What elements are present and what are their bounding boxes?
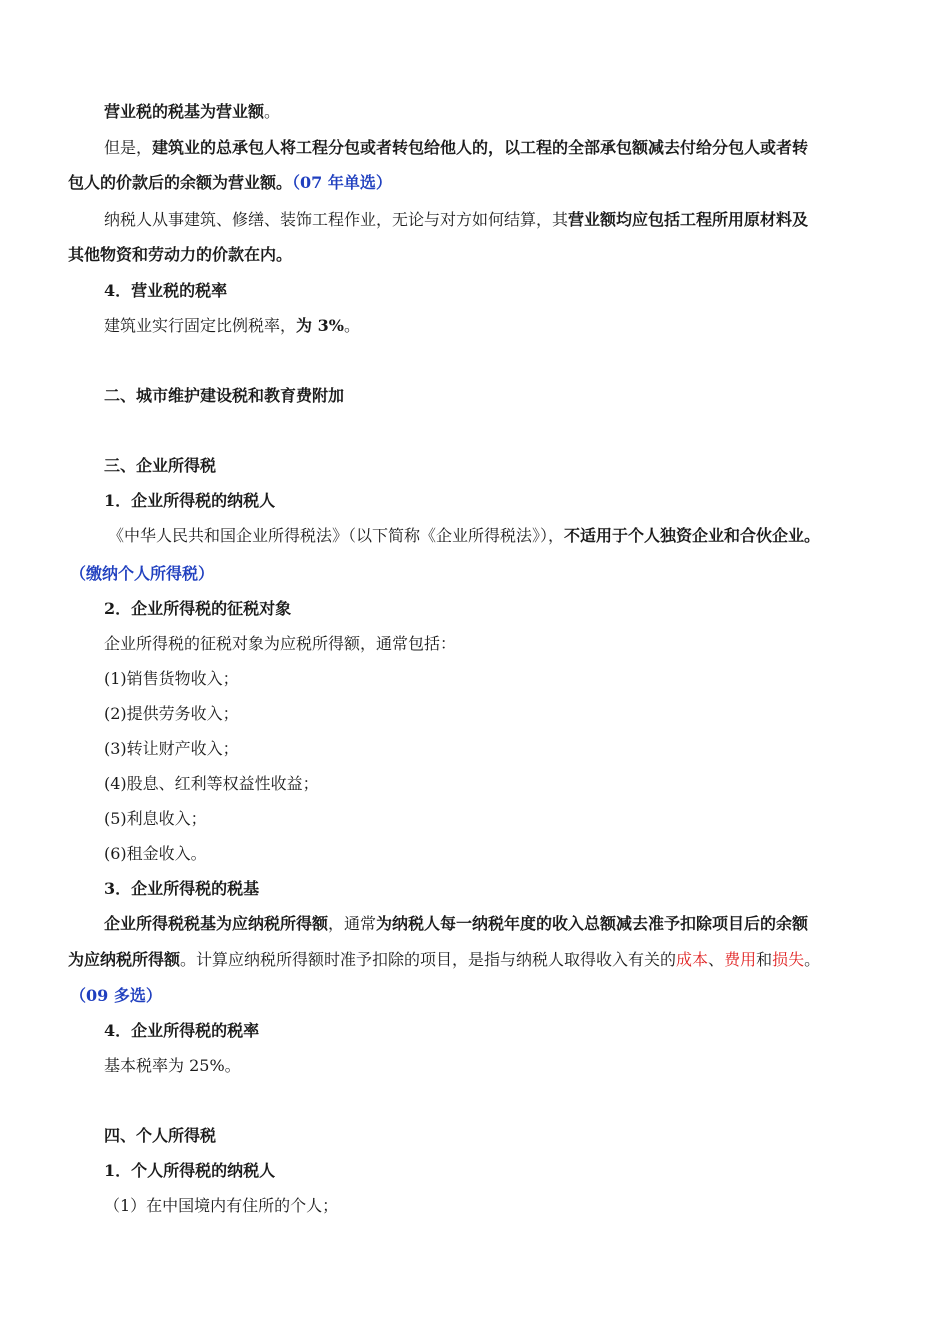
list-item: (4)股息、红利等权益性收益； [104, 774, 319, 793]
paragraph-tax-object: 企业所得税的征税对象为应税所得额，通常包括： [104, 634, 457, 653]
paragraph-law-tag [70, 564, 214, 584]
list-item: (6)租金收入。 [104, 844, 207, 863]
text-bold: 营业额均应包括工程所用原材料及 [568, 210, 809, 229]
paragraph-tax-base [104, 102, 280, 122]
highlight-cost: 成本 [676, 950, 709, 969]
tax-base-text: 营业税的税基为营业额 [104, 102, 265, 121]
text-bold: 建筑业的总承包人将工程分包或者转包给他人的，以工程的全部承包额减去付给分包人或者转 [152, 138, 809, 157]
punct: 。 [264, 102, 281, 121]
text-bold: 包人的价款后的余额为营业额。 [68, 173, 293, 192]
note-tag: （缴纳个人所得税） [70, 564, 215, 583]
section-heading-4: 四、个人所得税 [104, 1126, 217, 1145]
punct: 、 [708, 950, 725, 969]
paragraph-subcontract-1 [104, 138, 808, 158]
heading-individual-taxpayer: 1．个人所得税的纳税人 [104, 1161, 276, 1180]
heading-enterprise-tax-rate: 4．企业所得税的税率 [104, 1021, 260, 1040]
section-heading-3: 三、企业所得税 [104, 456, 217, 475]
text: ，通常 [328, 914, 377, 933]
paragraph-base-rate: 基本税率为 25%。 [104, 1056, 241, 1075]
list-item: (1)销售货物收入； [104, 669, 239, 688]
exam-tag: （09 多选） [70, 986, 162, 1005]
paragraph-construction-2 [68, 245, 292, 265]
text-bold: 为 3% [296, 316, 344, 335]
text-bold: 为应纳税所得额 [68, 950, 181, 969]
highlight-loss: 损失 [772, 950, 805, 969]
section-heading-2: 二、城市维护建设税和教育费附加 [104, 386, 345, 405]
heading-tax-object: 2．企业所得税的征税对象 [104, 599, 292, 618]
text: 和 [756, 950, 773, 969]
paragraph-taxable-income-1 [104, 914, 808, 934]
paragraph-subcontract-2 [68, 173, 392, 193]
text: 《中华人民共和国企业所得税法》（以下简称《企业所得税法》）， [108, 526, 565, 545]
text: 但是， [104, 138, 153, 157]
paragraph-construction-1 [104, 210, 808, 230]
text: 建筑业实行固定比例税率， [104, 316, 297, 335]
punct: 。 [343, 316, 360, 335]
paragraph-law [108, 526, 820, 546]
list-item: (3)转让财产收入； [104, 739, 239, 758]
text-bold: 企业所得税税基为应纳税所得额 [104, 914, 329, 933]
heading-business-tax-rate: 4．营业税的税率 [104, 281, 228, 300]
paragraph-taxable-income-2 [68, 950, 820, 970]
paragraph-rate [104, 316, 360, 336]
paragraph-exam-tag [70, 986, 162, 1006]
exam-tag: （07 年单选） [292, 173, 392, 192]
heading-enterprise-tax-base: 3．企业所得税的税基 [104, 879, 260, 898]
text-bold: 为纳税人每一纳税年度的收入总额减去准予扣除项目后的余额 [376, 914, 809, 933]
text-bold: 不适用于个人独资企业和合伙企业。 [564, 526, 821, 545]
list-item: (5)利息收入； [104, 809, 207, 828]
text-bold: 其他物资和劳动力的价款在内。 [68, 245, 293, 264]
heading-taxpayer: 1．企业所得税的纳税人 [104, 491, 276, 510]
paragraph-resident: （1）在中国境内有住所的个人； [104, 1196, 339, 1215]
text: 。计算应纳税所得额时准予扣除的项目，是指与纳税人取得收入有关的 [180, 950, 677, 969]
text: 纳税人从事建筑、修缮、装饰工程作业，无论与对方如何结算，其 [104, 210, 569, 229]
list-item: (2)提供劳务收入； [104, 704, 239, 723]
highlight-expense: 费用 [724, 950, 757, 969]
punct: 。 [804, 950, 821, 969]
